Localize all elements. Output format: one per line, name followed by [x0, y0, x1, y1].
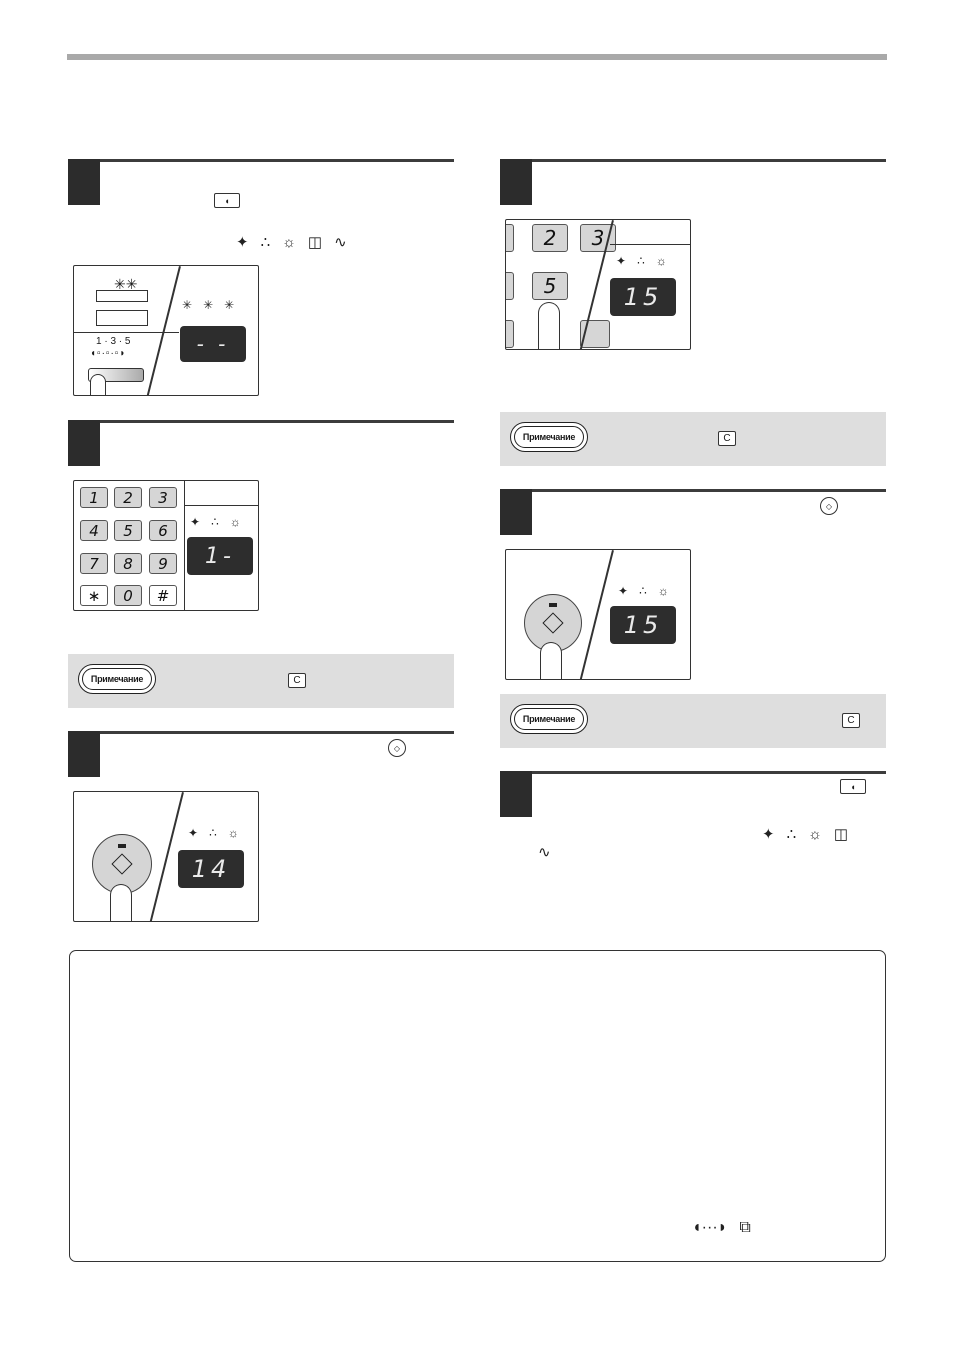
duplex-icon: ◖···◗: [692, 1219, 728, 1236]
lcd-mode-icons: [190, 515, 241, 529]
keypad-key-5: 5: [532, 272, 568, 300]
dots-mode-icon: ∴: [786, 826, 797, 843]
finger-icon: [110, 884, 132, 922]
keypad-key-6: 6: [149, 520, 177, 541]
note-badge: Примечание: [78, 664, 156, 694]
start-led: [118, 844, 126, 848]
step-2-number-box: [68, 420, 100, 466]
dots-mode-icon: ∴: [260, 234, 271, 251]
keypad-key-2: 2: [114, 487, 142, 508]
note-badge: Примечание: [510, 704, 588, 734]
start-icon: ◇: [388, 739, 406, 757]
count-legend: 1 · 3 · 5: [96, 336, 131, 347]
step-5-number-box: [500, 489, 532, 535]
copy-count-display: 14: [178, 850, 244, 888]
keypad-key-hash: #: [149, 585, 177, 606]
text-mode-icon: ✦: [188, 826, 199, 840]
lcd-mode-icons: [618, 584, 669, 598]
step-1: [68, 159, 454, 399]
start-led: [549, 603, 557, 607]
step-3-number-box: [68, 731, 100, 777]
keypad-key-0: 0: [114, 585, 142, 606]
step-3-rule: [68, 731, 454, 734]
step-6: [500, 771, 886, 871]
finger-icon: [538, 302, 560, 350]
sun-mode-icon: ☼: [655, 254, 667, 268]
finger-icon: [90, 374, 106, 396]
note-1: [68, 654, 454, 708]
mode-icons-row: [762, 825, 848, 843]
mode-icons-row: [236, 233, 347, 251]
keypad-key-star: ∗: [80, 585, 108, 606]
step-5: [500, 489, 886, 684]
panel-divider-top: [610, 244, 691, 245]
count-dots: ◖▫·▫·▫◗: [90, 348, 127, 359]
dots-mode-icon: ✳: [203, 298, 214, 312]
step-4: [500, 159, 886, 359]
keypad-illustration: [73, 480, 259, 611]
keypad-key-8: 8: [114, 553, 142, 574]
top-rule: [67, 54, 887, 60]
step-3: [68, 731, 454, 926]
step-5-rule: [500, 489, 886, 492]
dots-mode-icon: ∴: [209, 826, 217, 840]
copy-count-display: - -: [180, 326, 246, 362]
panel-divider-top: [184, 505, 259, 506]
keypad-partial-illustration: [505, 219, 691, 350]
lcd-mode-icons: [616, 254, 667, 268]
copy-icon: ⧉: [739, 1219, 751, 1236]
starburst-icon: ✳✳: [114, 276, 138, 292]
sun-mode-icon: ☼: [227, 826, 239, 840]
keypad-key-4: 4: [80, 520, 108, 541]
text-mode-icon: ✦: [616, 254, 627, 268]
original-mode-key-icon: ◖: [214, 193, 240, 208]
keypad-key-1: 1: [80, 487, 108, 508]
keypad-key-partial-left: [505, 224, 514, 252]
waveform-icon: ∿: [334, 234, 347, 251]
keypad-key-9: 9: [149, 553, 177, 574]
paper-icon: ◫: [307, 234, 323, 251]
dots-mode-icon: ∴: [211, 515, 219, 529]
finger-icon: [540, 642, 562, 680]
keypad-key-3: 3: [580, 224, 616, 252]
clear-key-icon: C: [288, 673, 306, 688]
note-2: [500, 412, 886, 466]
info-box: [69, 950, 886, 1262]
note-badge: Примечание: [510, 422, 588, 452]
step-2: [68, 420, 454, 620]
step-1-rule: [68, 159, 454, 162]
step-4-number-box: [500, 159, 532, 205]
paper-icon: ◫: [833, 826, 849, 843]
text-mode-icon: ✦: [190, 515, 201, 529]
keypad-key-partial-left-2: [505, 272, 514, 300]
tray-icon-bottom: [96, 310, 148, 326]
control-panel-illustration-1: [73, 265, 259, 396]
step-4-rule: [500, 159, 886, 162]
sun-mode-icon: ☼: [657, 584, 669, 598]
panel-divider: [147, 266, 181, 396]
dots-mode-icon: ∴: [637, 254, 645, 268]
lcd-mode-icons: [182, 298, 234, 312]
step-2-rule: [68, 420, 454, 423]
sun-mode-icon: ☼: [808, 825, 822, 843]
clear-key-icon: C: [842, 713, 860, 728]
info-icons-row: [692, 1219, 751, 1237]
text-mode-icon: ✦: [618, 584, 629, 598]
keypad-key-2: 2: [532, 224, 568, 252]
clear-key-icon: C: [718, 431, 736, 446]
text-mode-icon: ✦: [762, 826, 775, 843]
keypad-key-partial-left-3: [505, 320, 514, 348]
waveform-icon: ∿: [538, 844, 551, 861]
sun-mode-icon: ✳: [224, 298, 235, 312]
panel-divider: [580, 550, 614, 680]
start-button-illustration-1: [73, 791, 259, 922]
step-6-rule: [500, 771, 886, 774]
copy-count-display: 15: [610, 278, 676, 316]
dots-mode-icon: ∴: [639, 584, 647, 598]
start-button-illustration-2: [505, 549, 691, 680]
step-1-number-box: [68, 159, 100, 205]
sun-mode-icon: ☼: [282, 233, 296, 251]
keypad-key-3: 3: [149, 487, 177, 508]
note-3: [500, 694, 886, 748]
waveform-icon-row: [538, 843, 551, 861]
text-mode-icon: ✳: [182, 298, 193, 312]
start-icon: ◇: [820, 497, 838, 515]
keypad-key-7: 7: [80, 553, 108, 574]
step-6-number-box: [500, 771, 532, 817]
lcd-mode-icons: [188, 826, 239, 840]
keypad-key-5: 5: [114, 520, 142, 541]
copy-count-display: 15: [610, 606, 676, 644]
panel-divider: [184, 481, 185, 611]
copy-count-display: 1-: [187, 537, 253, 575]
original-mode-key-icon: ◖: [840, 779, 866, 794]
sun-mode-icon: ☼: [229, 515, 241, 529]
text-mode-icon: ✦: [236, 234, 249, 251]
